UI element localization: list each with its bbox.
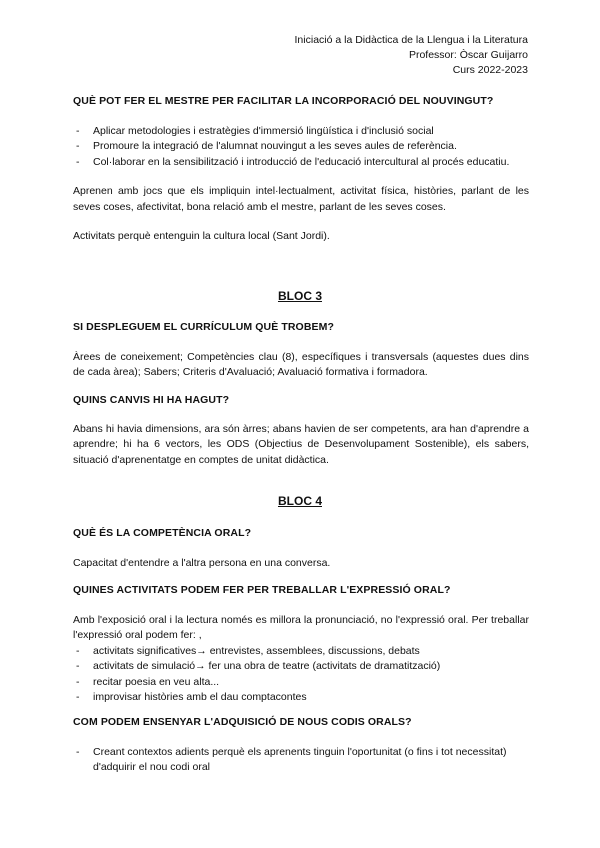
section-heading: COM PODEM ENSENYAR L'ADQUISICIÓ DE NOUS CODIS ORALS? bbox=[73, 716, 412, 728]
section-oral-competence bbox=[73, 526, 529, 571]
list-item: - activitats de simulació→ fer una obra de teatre (activitats de dramatització) bbox=[73, 659, 529, 675]
bloc-4-title: BLOC 4 bbox=[277, 494, 322, 508]
course-title: Iniciació a la Didàctica de la Llengua i la Literatura bbox=[294, 34, 528, 46]
document-header bbox=[295, 33, 528, 78]
dash-marker: - bbox=[76, 155, 80, 168]
list-item: - Col·laborar en la sensibilització i introducció de l'educació intercultural al procés educatiu. bbox=[73, 155, 529, 171]
list-item: - improvisar històries amb el dau comptacontes bbox=[73, 690, 529, 706]
dash-marker: - bbox=[76, 140, 80, 152]
section-heading: QUINES ACTIVITATS PODEM FER PER TREBALLAR L'EXPRESSIÓ ORAL? bbox=[73, 584, 451, 596]
section-heading: SI DESPLEGUEM EL CURRÍCULUM QUÈ TROBEM? bbox=[73, 321, 334, 333]
section-newcomer bbox=[73, 94, 529, 245]
bullet-list bbox=[73, 745, 529, 776]
paragraph: Activitats perquè entenguin la cultura local (Sant Jordi). bbox=[73, 230, 330, 242]
paragraph: Capacitat d'entendre a l'altra persona en una conversa. bbox=[73, 556, 331, 569]
paragraph: Amb l'exposició oral i la lectura només es millora la pronunciació, no l'expressió oral. Per treballar l'expressió oral podem fer: , bbox=[73, 613, 529, 641]
list-item: - activitats significatives→ entrevistes, assemblees, discussions, debats bbox=[73, 644, 529, 660]
paragraph: Aprenen amb jocs que els impliquin intel·lectualment, activitat física, històries, parlant de les seves coses, afectivitat, bona relació amb el mestre, parlant de les seves coses. bbox=[73, 185, 529, 213]
list-item: - Promoure la integració de l'alumnat nouvingut a les seves aules de referència. bbox=[73, 139, 529, 155]
dash-marker: - bbox=[76, 644, 80, 657]
bullet-list bbox=[73, 644, 529, 706]
list-item: - Aplicar metodologies i estratègies d'immersió lingüística i d'inclusió social bbox=[73, 124, 529, 140]
bloc-3-title: BLOC 3 bbox=[277, 289, 322, 303]
section-changes bbox=[73, 393, 529, 468]
bullet-list bbox=[73, 124, 529, 171]
dash-marker: - bbox=[76, 124, 80, 137]
section-curriculum bbox=[73, 320, 529, 381]
list-item: - Creant contextos adients perquè els aprenents tinguin l'oportunitat (o fins i tot necessitat) d'adquirir el nou codi oral bbox=[76, 745, 507, 773]
dash-marker: - bbox=[76, 660, 80, 672]
paragraph: Àrees de coneixement; Competències clau (8), específiques i transversals (aquestes dues dins de cada àrea); Sabers; Criteris d'Avaluació; Avaluació formativa i formadora. bbox=[73, 350, 529, 378]
course-year: Curs 2022-2023 bbox=[452, 64, 528, 76]
list-item: - recitar poesia en veu alta... bbox=[73, 675, 529, 691]
section-heading: QUÈ ÉS LA COMPETÈNCIA ORAL? bbox=[73, 527, 252, 539]
dash-marker: - bbox=[76, 691, 80, 703]
dash-marker: - bbox=[76, 675, 80, 688]
section-new-oral-codes bbox=[73, 715, 529, 776]
paragraph: Abans hi havia dimensions, ara són àrres; abans havien de ser competents, ara han d'aprendre a aprendre; hi ha 6 vectors, les ODS (Objectius de Desenvolupament Sostenible), els sabers, situació d'aprenentatge en comptes de unitat didàctica. bbox=[73, 422, 529, 466]
section-heading: QUINS CANVIS HI HA HAGUT? bbox=[73, 394, 230, 406]
dash-marker: - bbox=[76, 745, 80, 758]
section-oral-activities bbox=[73, 583, 529, 706]
section-heading: QUÈ POT FER EL MESTRE PER FACILITAR LA INCORPORACIÓ DEL NOUVINGUT? bbox=[73, 95, 494, 107]
professor-name: Professor: Òscar Guijarro bbox=[408, 49, 528, 61]
